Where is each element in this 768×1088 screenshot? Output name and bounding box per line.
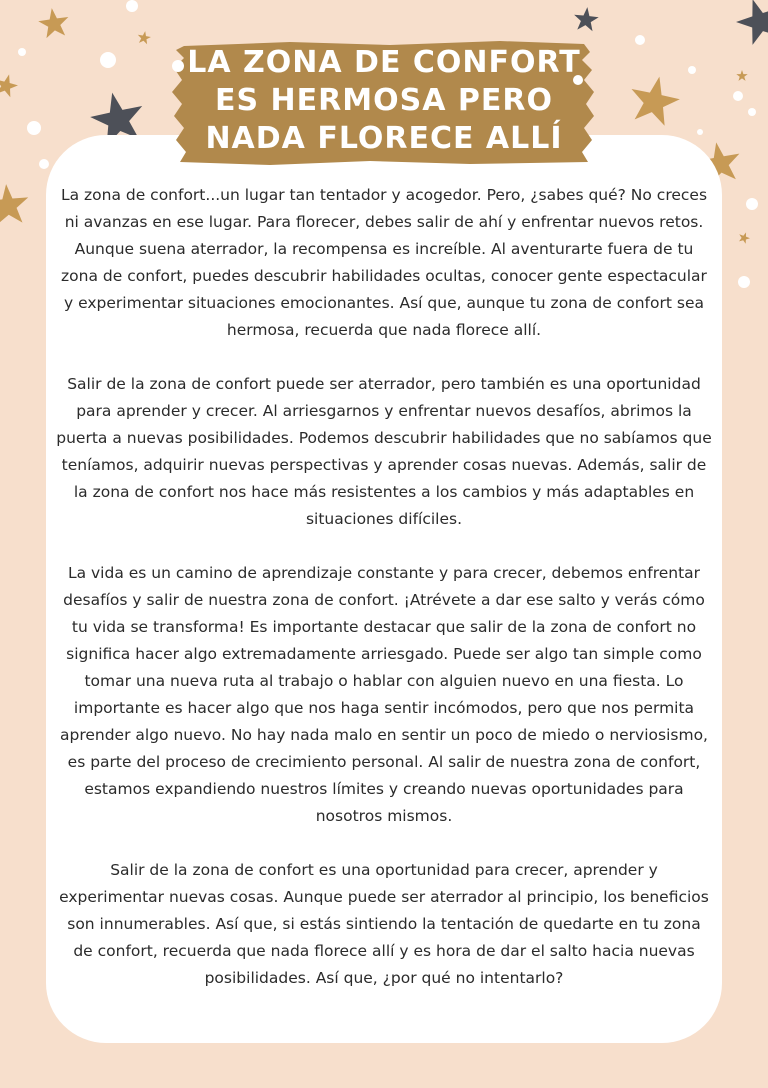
star-icon <box>736 70 747 81</box>
dot-icon <box>126 0 138 12</box>
star-icon <box>0 182 30 225</box>
star-icon <box>37 6 71 39</box>
dot-icon <box>697 129 703 135</box>
star-icon <box>573 6 600 32</box>
paragraph: La zona de confort...un lugar tan tentador y acogedor. Pero, ¿sabes qué? No creces ni avanzas en ese lugar. Para florecer, debes salir de ahí y enfrentar nuevos retos. Aunque suena aterrador, la recompensa es increíble. Al aventurarte fuera de tu zona de confort, puedes descubrir habilidades ocultas, conocer gente espectacular y experimentar situaciones emocionantes. Así que, aunque tu zona de confort sea hermosa, recuerda que nada florece allí. <box>60 186 708 339</box>
star-icon <box>737 230 751 244</box>
star-icon <box>0 71 20 98</box>
dot-icon <box>27 121 41 135</box>
dot-icon <box>100 52 116 68</box>
dot-icon <box>39 159 49 169</box>
dot-icon <box>746 198 758 210</box>
dot-icon <box>748 108 756 116</box>
page-title: LA ZONA DE CONFORT ES HERMOSA PERO NADA FLORECE ALLÍ <box>187 45 581 156</box>
paragraph: La vida es un camino de aprendizaje constante y para crecer, debemos enfrentar desafíos y salir de nuestra zona de confort. ¡Atrévete a dar ese salto y verás cómo tu vida se transforma! Es importante destacar que salir de la zona de confort no significa hacer algo extremadamente arriesgado. Puede ser algo tan simple como tomar una nueva ruta al trabajo o hablar con alguien nuevo en una fiesta. Lo importante es hacer algo que nos haga sentir incómodos, pero que nos permita aprender algo nuevo. No hay nada malo en sentir un poco de miedo o nerviosismo, es parte del proceso de crecimiento personal. Al salir de nuestra zona de confort, estamos expandiendo nuestros límites y creando nuevas oportunidades para nosotros mismos. <box>59 564 708 825</box>
dot-icon <box>635 35 645 45</box>
dot-icon <box>18 48 26 56</box>
paragraph: Salir de la zona de confort es una oportunidad para crecer, aprender y experimentar nuevas cosas. Aunque puede ser aterrador al principio, los beneficios son innumerables. Así que, si estás sintiendo la tentación de quedarte en tu zona de confort, recuerda que nada florece allí y es hora de dar el salto hacia nuevas posibilidades. Así que, ¿por qué no intentarlo? <box>59 861 709 987</box>
dot-icon <box>733 91 743 101</box>
star-icon <box>731 0 768 48</box>
dot-icon <box>738 276 750 288</box>
star-icon <box>625 71 683 127</box>
article-body <box>56 182 712 1019</box>
dot-icon <box>688 66 696 74</box>
star-icon <box>136 30 151 45</box>
paragraph: Salir de la zona de confort puede ser aterrador, pero también es una oportunidad para aprender y crecer. Al arriesgarnos y enfrentar nuevos desafíos, abrimos la puerta a nuevas posibilidades. Podemos descubrir habilidades que no sabíamos que teníamos, adquirir nuevas perspectivas y aprender cosas nuevas. Además, salir de la zona de confort nos hace más resistentes a los cambios y más adaptables en situaciones difíciles. <box>56 375 712 528</box>
